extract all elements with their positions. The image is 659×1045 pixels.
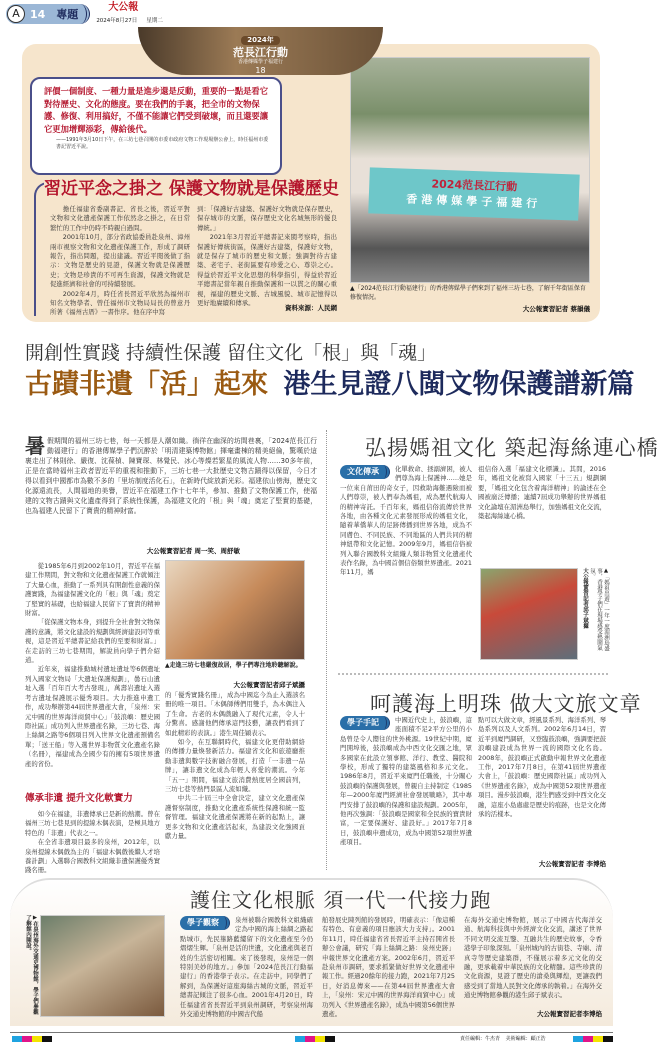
footer-rule (10, 1032, 613, 1033)
designer-credit: 美術編輯：顧正浩 (505, 1036, 546, 1042)
paragraph: 的「優秀實踐名冊」，成為中國迄今為止入選該名冊的唯一項目。「木偶師傅們用雙手，為木偶注入了生命。古老的木偶戲融入了現代元素，令人十分驚喜。感謝他們傳承這門技藝，讓我們看到了如此精彩的表演。」港生周佳穎表示。 (165, 691, 305, 737)
gulangyu-column-2: 點可以大做文章，經風景系列、海洋系列、琴島系列以及人文系列。2002年6月14日，習近平到廈門調研，又登臨鼓浪嶼，強調要把鼓浪嶼建設成為世界一流的國際文化名島。2008年，鼓浪嶼正式啟動申報世界文化遺產工作，2017年7月8日，在第41屆世界遺產大會上，「鼓浪嶼：歷史國際社區」成功列入《世界遺產名錄》，成為中國第52項世界遺產項目。漫步鼓浪嶼，港生們感受到中西文化交融，這座小島處處是歷史的痕跡，也是文化傳承的活樣本。 (478, 716, 606, 819)
mazu-caption-text: ▲「媽祖出遊」一年一度湄洲島盛事，香港學子們在現場感受熱鬧氣氛。 (589, 568, 609, 651)
section-name: 專題 (56, 8, 79, 21)
paragraph: 在全省非遺項目最多的泉州，2012年，以泉州提線木偶戲為主的「福建木偶戲後繼人才培養計劃」入選聯合國教科文組織非遺保護優秀實踐名冊。 (25, 838, 160, 875)
bottom-column-1-text: 泉州被聯合國教科文組織確定為中國的海上絲綢之路起點城市，先民篳路藍縷留下的文化遺產至今仍熠熠生輝。「泉州是活的世遺，文化遺產與老百姓的生活密切相關。來了後發現，泉州是一個特別美妙的地方。」參加「2024范長江行動福建行」的香港學子表示。在走訪中，同學們了解到，為保護好這座海絲古城的文脈，習近平總書記傾注了很多心血。2001年4月20日，時任福建省省長習近平到泉州調研，考察泉州海外交通史博物館的中國古代船 (180, 916, 313, 1019)
subhead: 傳承非遺 提升文化軟實力 (25, 793, 133, 804)
paragraph: 「從保護文物本身，到提升全社會對文物保護的意識，將文化建設的規劃與經濟建設同等重視，這是習近平總書記給我們的至要和財富。」在走訪的三坊七巷期間，解說員向學子們介紹道。 (25, 618, 160, 665)
museum-visit-photo (40, 915, 165, 1017)
gulangyu-tag: 學子手記 (340, 716, 390, 730)
mazu-photo-caption (581, 568, 609, 660)
page-letter: A (7, 5, 25, 23)
paragraph: 2002年4月，時任省長習近平欣然為福州市知名文物學者、曾任福州市文物局局長的曾意丹所著《福州古厝》一書作序。他在序中寫 (50, 289, 190, 317)
yanfu-residence-photo (165, 560, 305, 660)
photo-credit: 大公報實習記者 蔡韻儀 (522, 305, 590, 313)
photo-caption: ▲「2024范長江行動福建行」的香港傳媒學子們來到了福州三坊七巷，了解千年街區保育修復情況。 (350, 285, 586, 301)
main-title-part2: 港生見證八閩文物保護譜新篇 (283, 369, 635, 400)
main-subtitle: 開創性實踐 持續性保護 留住文化「根」與「魂」 (25, 342, 437, 364)
mazu-caption-credit: 大公報實習記者邱子斌攝 (582, 568, 588, 629)
banner-subtitle: 香港傳媒學子福建行 (237, 59, 283, 65)
photo1-caption: ▲走進三坊七巷嚴復故居，學子們專注地聆聽解說。 (165, 662, 302, 669)
footer-credits (460, 1035, 546, 1042)
drop-cap: 暑 (25, 434, 45, 458)
color-bar-left (12, 1036, 52, 1042)
mazu-procession-photo (480, 568, 578, 660)
lead-text: 假期間的福州三坊七巷，每一天都是人潮如織。徜徉在幽深的坊間巷裏，「2024范長江行動福建行」的香港傳媒學子們沉醉於「明清建築博物館」揮毫畫棟的精美絕倫，驚嘆於這裏走出了林則徐、嚴復、沈葆楨、陳寶琛、林覺民、冰心等燦若繁星的風流人物……30多年前，正是在當時福州主政者習近平的重視和推動下，三坊七巷一大批歷史文物古蹟得以保留，今日才得以看到中國都市為數不多的「里坊制度活化石」，在新時代綻放新光彩。福建依山傍海，歷史文化源遠流長，人間福地的美譽，習近平在福建工作十七年半，參加、推動了文物保護工作，使福建的文物古蹟與文化遺產得到了系統性保護，為福建文化的「根」與「魂」奠定了堅實的基礎，也為福建人民留下了寶貴的精神財富。 (25, 437, 317, 515)
page-number-badge (6, 4, 90, 24)
mazu-column-1-text: 化單救命、拯溺濟困，被人們尊為海上保護神……她是一位來自莆田的奇女子，因救助海難遇險而被人們尊崇，被人們奉為媽祖，成為歷代航海人的精神寄託。千百年來，媽祖信俗流傳於世界各地，由各種文化元素發展形成的媽祖文化，隨着華僑華人的足跡傳播到世界各地，成為不同膚色、不同民族、不同地區的人們共同的精神紐帶和文化記憶。2009年9月，媽祖信俗被列入聯合國教科文組織人類非物質文化遺產代表作名錄，為中國首個信俗類世界遺產。2021年11月，媽 (340, 465, 472, 577)
editor-credit: 責任編輯：牛杰青 (460, 1036, 501, 1042)
issue-date: 2024年8月27日 (96, 17, 138, 24)
paragraph: 如今在福建，非遺傳承已是新的熱潮。曾在福州三坊七巷見到的提線木偶表演，是極具地方特色的「非遺」代表之一。 (25, 810, 160, 837)
issue-weekday: 星期二 (146, 17, 163, 24)
quote-source: ——1991年3月10日下午，在三坊七巷召開的市委市政府文物工作現場辦公會上，時任福州市委書記習近平說。 (56, 137, 269, 150)
left-column-1 (25, 562, 160, 790)
bottom-photo-caption: ▶在泉州海外交通史博物館，學子們參觀了解館內陳設。 (25, 915, 38, 1015)
bottom-column-1 (180, 916, 313, 1018)
quote-text: 評價一個制度、一種力量是進步還是反動，重要的一點是看它對待歷史、文化的態度。要在我們的手裏，把全市的文物保護、修復、利用搞好，不僅不能讓它們受到破壞，而且還要讓它更加增輝添彩，傳給後代。 (44, 86, 269, 134)
bottom-column-3: 在海外交通史博物館，展示了中國古代海洋交通、航海科技與中外經濟文化交流，講述了世界不同文明交流互鑒、互融共生的歷史故事，令香港學子印象深刻。「泉州城內的古街巷、寺廟、清真寺等歷史建築群，不僅展示着多元文化的交融，更承載着中華民族的文化精髓。這些珍貴的文化資源，見證了歷史的滄桑與輝煌，更讓我們感受到了當地人民對文化傳承的執着。」在海外交通史博物館參觀的港生邱子斌表示。 (464, 916, 602, 1000)
quote-box (30, 77, 282, 175)
mazu-column-1 (340, 465, 472, 661)
banner-issue: 18 (255, 66, 266, 75)
paragraph: 擔任福建省委副書記、省長之後，習近平對文物和文化遺產保護工作依然念之掛之，在日常繁忙的工作中仍時不時親自過問。 (50, 205, 190, 232)
gulangyu-byline: 大公報實習記者 李博焰 (538, 860, 606, 868)
photo-banner (368, 167, 579, 220)
main-title (25, 368, 634, 402)
students-banner-photo (350, 57, 590, 283)
section-divider (338, 673, 608, 675)
photo-banner-line1: 2024范長江行動 (431, 177, 518, 194)
mazu-title: 弘揚媽祖文化 築起海絲連心橋 (365, 436, 659, 460)
paragraph: 2001年10月，部分省政協委員赴泉州、漳州兩市視察文物和文化遺產保護工作，形成了調研報告，指出問題，提出建議。習近平閱後做了指示：文物是歷史的見證，保護文物就是保護歷史；文物是珍貴的不可再生資源，保護文物就是促進經濟和社會的可持續發展。 (50, 233, 190, 289)
paragraph: 2021年3月習近平總書記來閩考察時，指出保護好傳統街區，保護好古建築，保護好文物，就是保存了城市的歷史和文脈；強調對待古建築、老宅子、老街區要有珍愛之心、尊崇之心。得益於習近平文化思想的科學指引，得益於習近平總書記當年親自推動保護和一以貫之的關心重視，福建的歷史文脈、古城風貌、城市記憶得以更好地賡續和傳承。 (197, 233, 337, 308)
bottom-title: 護住文化根脈 須一代一代接力跑 (190, 888, 492, 912)
bottom-byline: 大公報實習記者李博焰 (537, 1010, 602, 1018)
photo-banner-line2: 香港傳媒學子福建行 (406, 192, 542, 211)
mazu-tag: 文化傳承 (340, 465, 390, 479)
bottom-tag: 學子觀察 (180, 916, 230, 930)
main-title-part1: 古蹟非遺「活」起來 (25, 369, 268, 400)
left-column-2 (165, 691, 305, 870)
paragraph: 中共二十屆三中全會決定，建立文化遺產保護督察制度，推動文化遺產系統性保護和統一監督管理。福建文化遺產保護將在新的起點上，讓更多文物和文化遺產活起來，為建設文化強國貢獻力量。 (165, 794, 305, 841)
banner-title: 范長江行動 (233, 46, 288, 59)
dotted-divider (326, 430, 327, 870)
gulangyu-column-1 (340, 716, 472, 868)
masthead-logo: 大公報 (108, 1, 139, 13)
paragraph: 從1985年6月到2002年10月，習近平在福建工作期間，對文物和文化遺產保護工作就傾注了大量心血，推動了一系列具有開創性意義的保護實踐，為福建保護文化的「根」與「魂」奠定了堅實的基礎，也給福建人民留下了寶貴的精神財富。 (25, 562, 160, 618)
page-header (6, 3, 186, 25)
banner-year: 2024年 (241, 36, 279, 45)
paragraph: 近年來，福建推動城村遺址遺址等6個遺址列入國家文物局「大遺址保護規劃」，曇石山遺址入選「百年百大考古發現」，萬壽岩遺址入選考古遺址保護展示優秀項目。大力推進申遺工作，成功舉辦第44屆世界遺產大會，「泉州：宋元中國的世界海洋商貿中心」「鼓浪嶼：歷史國際社區」成功列入世界遺產名錄，三坊七巷、海上絲綢之路等6個項目列入世界文化遺產預備名單；「送王船」等入選世界非物質文化遺產名錄（名冊），福建成為全國少有的擁有5項世界遺產的省份。 (25, 665, 160, 768)
gulangyu-column-1-text: 中國近代史上，鼓浪嶼，這座面積不足2平方公里的小島曾是令人嚮往的世外桃源。19世紀中期，廈門開埠後，鼓浪嶼成為中西文化交匯之地，眾多國家在此設立領事館、洋行、教堂、醫院和學校，形成了獨特的建築風格和多元文化。1986年8月，習近平來廈門任職後，十分關心鼓浪嶼的保護與發展，曾親自主持制定《1985年—2000年廈門經濟社會發展戰略》，其中專門安排了鼓浪嶼的保護和建設規劃。2005年，他再次強調：「鼓浪嶼是國家和全民族的寶貴財富，一定要保護好、建設好。」2017年7月8日，鼓浪嶼申遺成功，成為中國第52項世界遺產項目。 (340, 716, 472, 847)
box-headline: 習近平念之掛之 保護文物就是保護歷史 (44, 178, 344, 200)
photo1-credit: 大公報實習記者邱子斌攝 (233, 681, 305, 689)
box-column-1 (50, 205, 190, 317)
page-number: 14 (30, 7, 46, 21)
campaign-banner (138, 27, 383, 75)
bottom-column-2: 舶發展史陳列館的發展時，明確表示：「像這種有特色、有意義的項目應該大力支持」。2001年11月，時任福建省省長習近平主持召開省長辦公會議，研究「海上絲綢之路：泉州史跡」申報世界文化遺產方案。2002年6月，習近平赴泉州市調研，要求抓緊做好世界文化遺產申報工作。經過20餘年的接力跑，2021年7月25日，好消息傳來——在第44屆世界遺產大會上，「泉州：宋元中國的世界海洋商貿中心」成功列入《世界遺產名錄》，成為中國第56個世界遺產。 (322, 916, 455, 1019)
paragraph: 到：「保護好古建築、保護好文物就是保存歷史，保存城市的文脈，保存歷史文化名城無形的優良傳統。」 (197, 205, 337, 232)
lead-article (25, 436, 317, 540)
color-bar-right (573, 1036, 613, 1042)
box-source: 資料來源：人民網 (285, 304, 337, 312)
lead-byline: 大公報實習記者 周一笑、周舒敏 (146, 547, 240, 555)
gulangyu-title: 呵護海上明珠 做大文旅文章 (370, 692, 642, 716)
paragraph: 如今，在互聯網時代，福建文化更借助網絡的傳播力量煥發新活力。福建省文化和旅遊廳推動非遺與數字技術融合發展，打造「一非遺一品牌」，讓非遺文化成為年輕人喜愛的潮流。今年「五一」期間，福建文旅消費熱度居全國前列，三坊七巷等熱門景區人流如織。 (165, 738, 305, 794)
left-column-1b (25, 810, 160, 875)
color-bar-center (295, 1036, 335, 1042)
mazu-column-2: 祖信俗入選「福建文化標識」。其間，2016年，媽祖文化被寫入國家「十三五」規劃綱要，「媽祖文化包含着海洋精神」的論述在全國被廣泛傳播；連續7屆成功舉辦的世界媽祖文化論壇在湄洲島舉行，加強媽祖文化交流，築起海絲連心橋。 (478, 465, 606, 521)
